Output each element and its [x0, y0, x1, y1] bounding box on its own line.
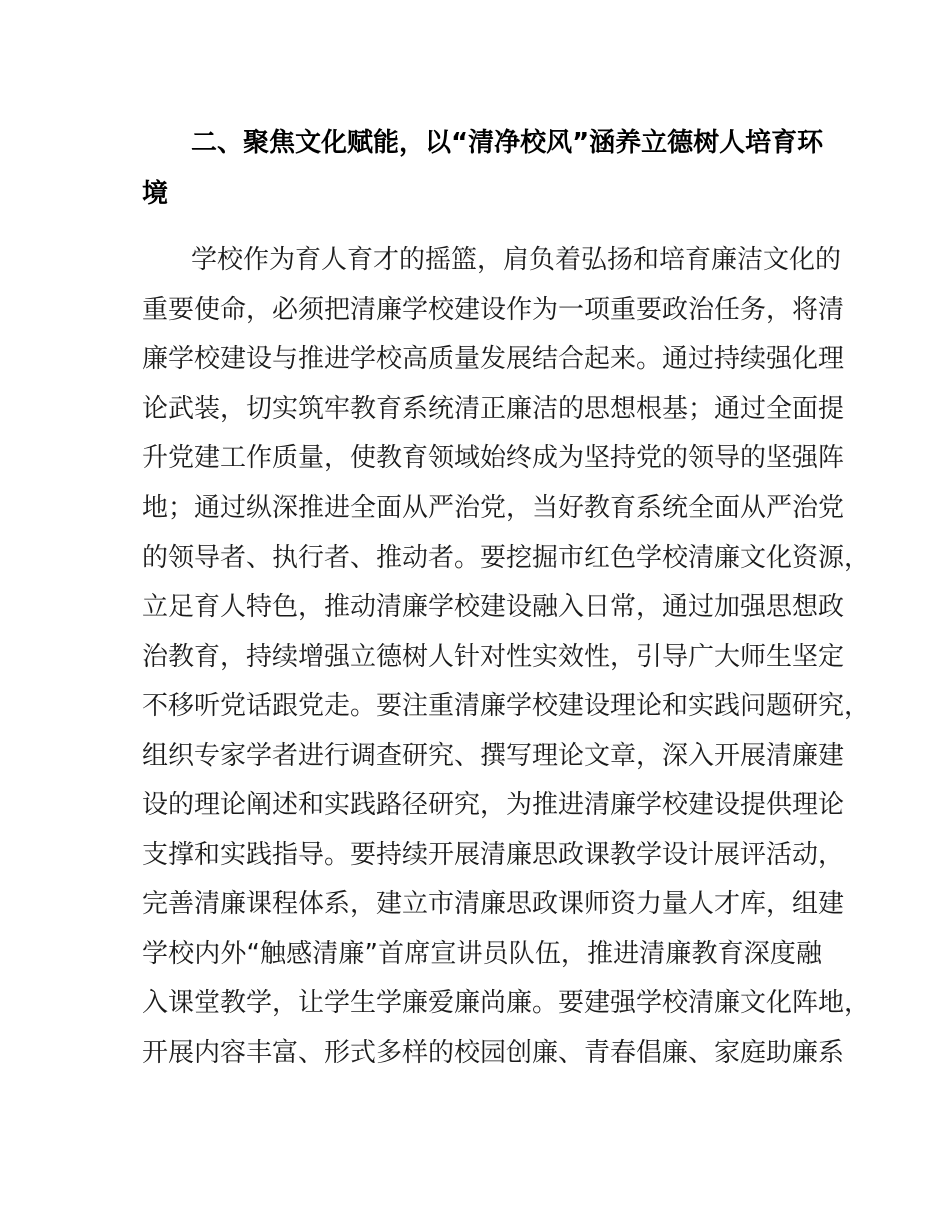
body-line: 组织专家学者进行调查研究、撰写理论文章，深入开展清廉建	[142, 741, 845, 771]
body-line: 完善清廉课程体系，建立市清廉思政课师资力量人才库，组建	[142, 889, 845, 919]
body-line: 立足育人特色，推动清廉学校建设融入日常，通过加强思想政	[142, 592, 845, 622]
body-line: 支撑和实践指导。要持续开展清廉思政课教学设计展评活动，	[142, 840, 845, 870]
body-line: 不移听党话跟党走。要注重清廉学校建设理论和实践问题研究，	[142, 691, 871, 721]
body-line: 设的理论阐述和实践路径研究，为推进清廉学校建设提供理论	[142, 790, 845, 820]
section-heading-line-2: 境	[142, 179, 169, 209]
body-line: 开展内容丰富、形式多样的校园创廉、青春倡廉、家庭助廉系	[142, 1038, 845, 1068]
body-line: 升党建工作质量，使教育领域始终成为坚持党的领导的坚强阵	[142, 443, 845, 473]
body-line: 学校作为育人育才的摇篮，肩负着弘扬和培育廉洁文化的	[191, 245, 842, 275]
body-line: 重要使命，必须把清廉学校建设作为一项重要政治任务，将清	[142, 295, 845, 325]
body-line: 地；通过纵深推进全面从严治党，当好教育系统全面从严治党	[142, 493, 845, 523]
body-line: 治教育，持续增强立德树人针对性实效性，引导广大师生坚定	[142, 642, 845, 672]
body-line: 廉学校建设与推进学校高质量发展结合起来。通过持续强化理	[142, 344, 845, 374]
section-heading-line-1: 二、聚焦文化赋能，以“清净校风”涵养立德树人培育环	[191, 128, 824, 158]
body-line: 学校内外“触感清廉”首席宣讲员队伍，推进清廉教育深度融	[142, 939, 822, 969]
body-line: 的领导者、执行者、推动者。要挖掘市红色学校清廉文化资源，	[142, 543, 871, 573]
body-line: 论武装，切实筑牢教育系统清正廉洁的思想根基；通过全面提	[142, 394, 845, 424]
body-line: 入课堂教学，让学生学廉爱廉尚廉。要建强学校清廉文化阵地，	[142, 988, 871, 1018]
